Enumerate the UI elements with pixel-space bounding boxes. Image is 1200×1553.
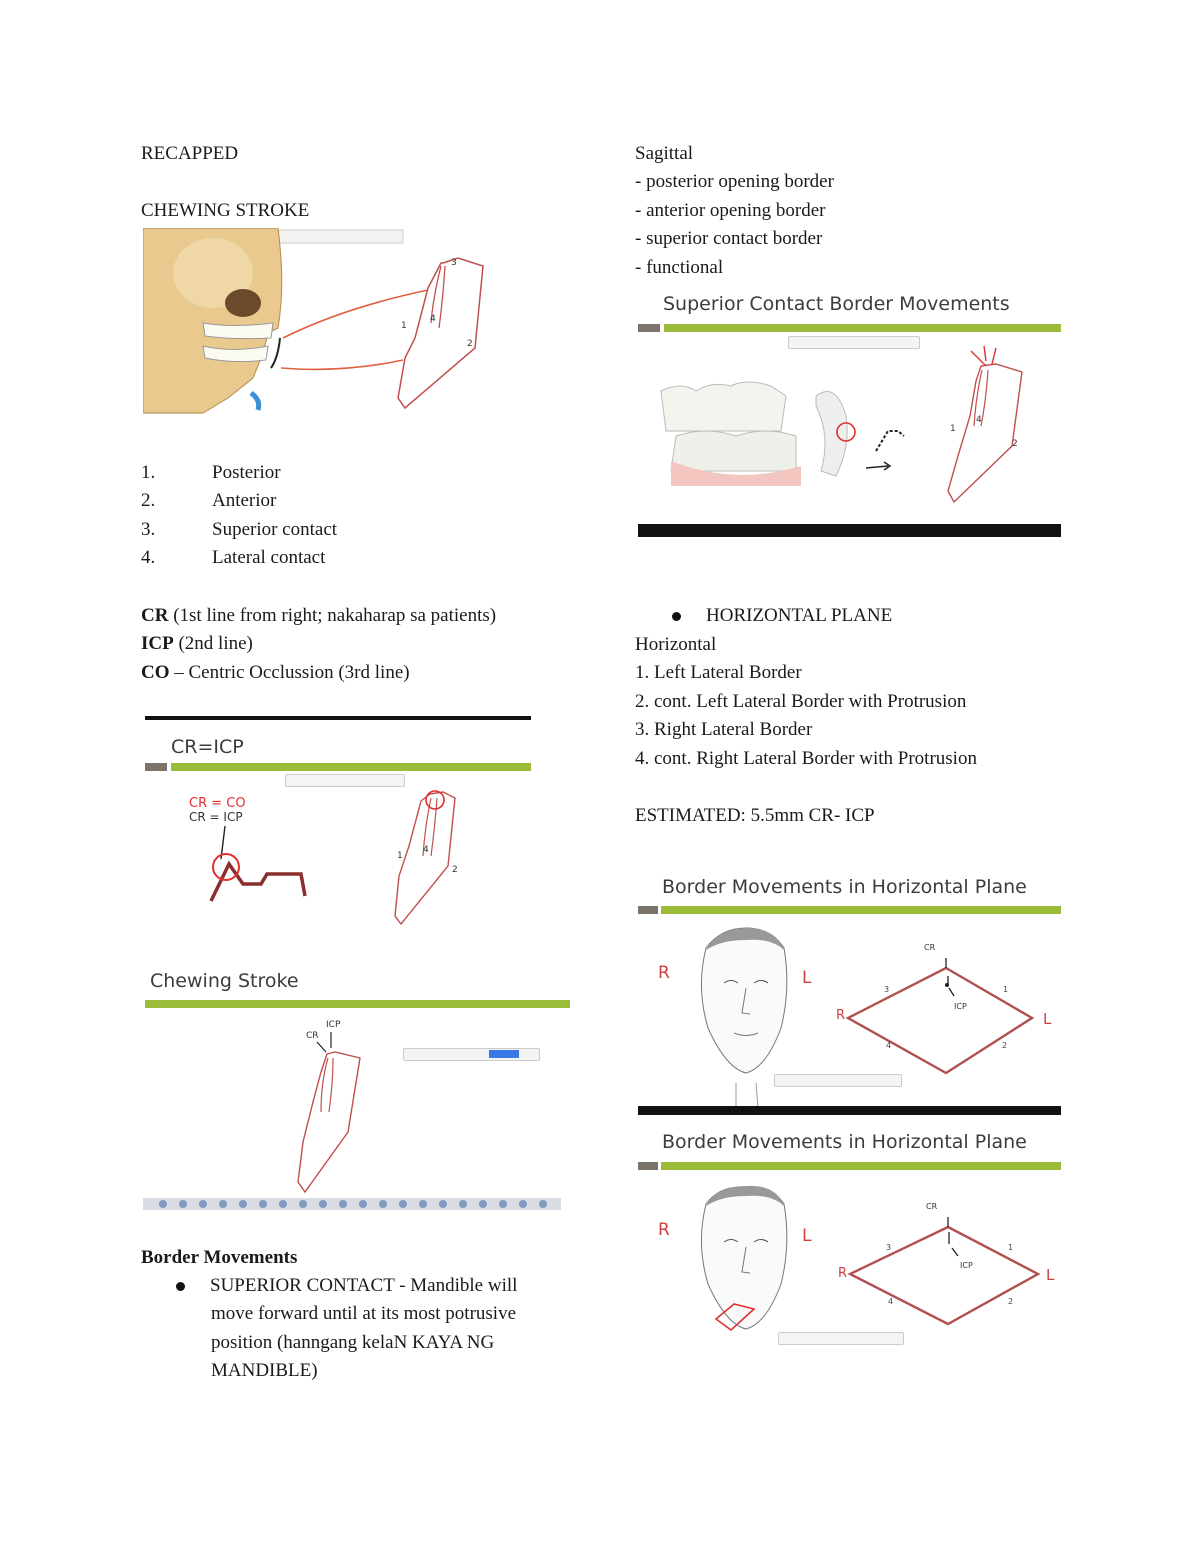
list-item: - anterior opening border: [635, 199, 826, 221]
label-l-diagram: L: [1043, 1010, 1052, 1028]
svg-text:1: 1: [950, 424, 956, 434]
label-cr: CR: [306, 1031, 319, 1041]
label-l: L: [802, 968, 812, 988]
svg-text:4: 4: [886, 1041, 892, 1050]
svg-text:1: 1: [397, 851, 403, 861]
svg-text:4: 4: [423, 845, 429, 855]
svg-text:1: 1: [401, 321, 407, 331]
divider-bar: [638, 1106, 1061, 1115]
list-item: 4. Lateral contact: [141, 547, 326, 569]
svg-text:1: 1: [1003, 985, 1009, 994]
label-l-diagram: L: [1046, 1266, 1055, 1284]
svg-text:4: 4: [976, 415, 982, 425]
svg-text:4: 4: [888, 1297, 894, 1306]
svg-text:4: 4: [430, 314, 436, 324]
svg-text:2: 2: [452, 865, 458, 875]
divider-bar: [638, 524, 1061, 537]
annotation-cr-icp: CR = ICP: [189, 810, 243, 824]
bullet-icon: [176, 1282, 185, 1291]
slide-title: Border Movements in Horizontal Plane: [662, 876, 1027, 898]
embedded-popup: [778, 1332, 904, 1345]
list-item: 2. cont. Left Lateral Border with Protrusion: [635, 690, 967, 712]
estimated-text: ESTIMATED: 5.5mm CR- ICP: [635, 805, 875, 826]
slide-horizontal-plane-1: [636, 868, 1063, 1118]
chewing-phases-list: [141, 459, 337, 573]
label-cr: CR: [924, 943, 936, 952]
slide-superior-contact: [636, 286, 1063, 542]
embedded-popup: [774, 1074, 902, 1087]
list-item: - superior contact border: [635, 228, 823, 250]
horizontal-plane-bullet: HORIZONTAL PLANE: [672, 602, 892, 630]
slide-title: Chewing Stroke: [150, 970, 299, 992]
horizontal-heading: Horizontal: [635, 634, 717, 655]
definitions: [141, 602, 496, 687]
label-r-diagram: R: [838, 1266, 848, 1281]
bullet-icon: [672, 612, 681, 621]
slide-chewing-stroke: [143, 962, 570, 1212]
slide-horizontal-plane-2: [636, 1124, 1063, 1350]
label-cr: CR: [926, 1202, 938, 1211]
list-item: 1. Posterior: [141, 462, 281, 483]
superior-contact-bullet: SUPERIOR CONTACT - Mandible will move forward until at its most potrusive position (hanngang kelaN KAYA NG MANDIBLE): [176, 1272, 517, 1386]
list-item: - functional: [635, 256, 724, 278]
label-r-diagram: R: [836, 1008, 846, 1023]
list-item: 1. Left Lateral Border: [635, 662, 802, 684]
annotation-cr-co: CR = CO: [189, 796, 246, 811]
list-item: - posterior opening border: [635, 171, 834, 193]
list-item: 2. Anterior: [141, 490, 277, 512]
slide-cr-icp: [143, 716, 533, 928]
cr-definition: CR (1st line from right; nakaharap sa patients): [141, 605, 497, 626]
border-movements-heading: Border Movements: [141, 1247, 298, 1268]
skull-chewing-image: [143, 228, 495, 414]
label-icp: ICP: [960, 1261, 973, 1270]
label-icp: ICP: [954, 1002, 967, 1011]
chewing-stroke-heading: CHEWING STROKE: [141, 200, 310, 221]
recapped-heading: RECAPPED: [141, 143, 239, 164]
svg-text:3: 3: [886, 1243, 892, 1252]
list-item: 3. Right Lateral Border: [635, 719, 813, 741]
list-item: 4. cont. Right Lateral Border with Protrusion: [635, 747, 977, 769]
svg-text:1: 1: [1008, 1243, 1014, 1252]
svg-text:2: 2: [1012, 439, 1018, 449]
label-l: L: [802, 1226, 812, 1246]
slide-title: Border Movements in Horizontal Plane: [662, 1131, 1027, 1153]
co-definition: CO – Centric Occlussion (3rd line): [141, 661, 410, 683]
sagittal-heading: Sagittal: [635, 143, 694, 164]
label-r: R: [658, 1220, 670, 1240]
slide-title: CR=ICP: [171, 736, 244, 758]
slide-title: Superior Contact Border Movements: [663, 293, 1010, 315]
icp-definition: ICP (2nd line): [141, 633, 253, 655]
svg-text:2: 2: [467, 339, 473, 349]
svg-text:3: 3: [884, 985, 890, 994]
label-icp: ICP: [326, 1020, 341, 1030]
list-item: 3. Superior contact: [141, 518, 338, 540]
sagittal-section: [635, 140, 834, 282]
label-r: R: [658, 963, 670, 983]
svg-text:2: 2: [1008, 1297, 1014, 1306]
horizontal-section: [635, 631, 977, 773]
svg-text:3: 3: [451, 258, 457, 268]
svg-text:2: 2: [1002, 1041, 1008, 1050]
